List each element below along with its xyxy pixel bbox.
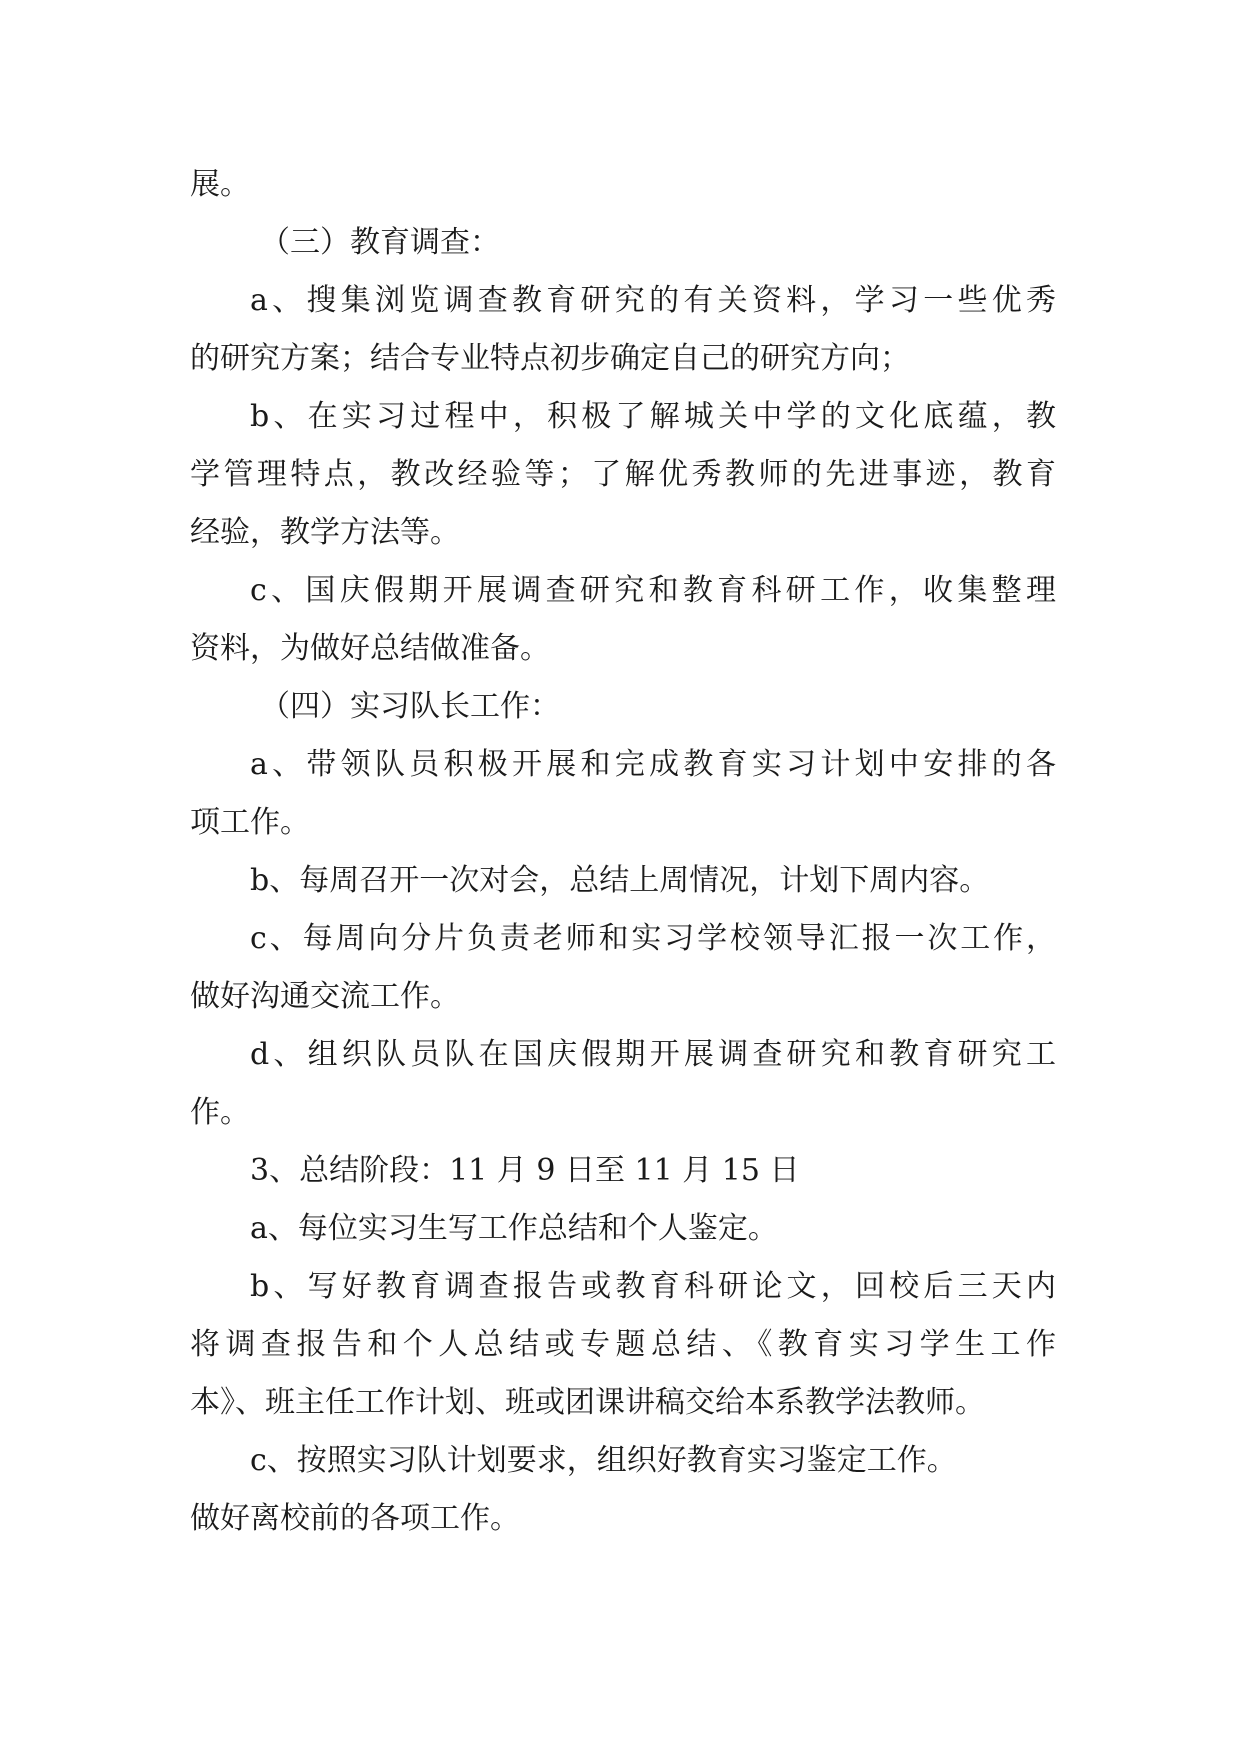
body-text bbox=[190, 156, 1056, 1548]
text-line: 做好离校前的各项工作。 bbox=[190, 1501, 520, 1536]
text-line: a、搜集浏览调查教育研究的有关资料，学习一些优秀 bbox=[250, 283, 1056, 318]
text-line: 的研究方案；结合专业特点初步确定自己的研究方向； bbox=[190, 341, 910, 376]
text-line: c、每周向分片负责老师和实习学校领导汇报一次工作， bbox=[250, 921, 1056, 956]
text-line: 本》、班主任工作计划、班或团课讲稿交给本系教学法教师。 bbox=[190, 1385, 985, 1420]
text-line: 学管理特点，教改经验等；了解优秀教师的先进事迹，教育 bbox=[190, 457, 1056, 492]
section-heading: （四）实习队长工作： bbox=[260, 689, 560, 724]
text-line: a、带领队员积极开展和完成教育实习计划中安排的各 bbox=[250, 747, 1056, 782]
text-line: c、国庆假期开展调查研究和教育科研工作，收集整理 bbox=[250, 573, 1056, 608]
text-line: 展。 bbox=[190, 167, 250, 202]
text-line: 将调查报告和个人总结或专题总结、《教育实习学生工作 bbox=[190, 1327, 1056, 1362]
section-heading: （三）教育调查： bbox=[260, 225, 500, 260]
text-line: b、在实习过程中，积极了解城关中学的文化底蕴，教 bbox=[250, 399, 1056, 434]
text-line: a、每位实习生写工作总结和个人鉴定。 bbox=[250, 1211, 778, 1246]
text-line: b、每周召开一次对会，总结上周情况，计划下周内容。 bbox=[250, 863, 990, 898]
text-line: 做好沟通交流工作。 bbox=[190, 979, 460, 1014]
text-line: 经验，教学方法等。 bbox=[190, 515, 460, 550]
text-line: b、写好教育调查报告或教育科研论文，回校后三天内 bbox=[250, 1269, 1056, 1304]
text-line: d、组织队员队在国庆假期开展调查研究和教育研究工 bbox=[250, 1037, 1056, 1072]
text-line: c、按照实习队计划要求，组织好教育实习鉴定工作。 bbox=[250, 1443, 957, 1478]
text-line: 作。 bbox=[190, 1095, 250, 1130]
stage-heading: 3、总结阶段：11 月 9 日至 11 月 15 日 bbox=[250, 1153, 800, 1188]
text-line: 资料，为做好总结做准备。 bbox=[190, 631, 550, 666]
text-line: 项工作。 bbox=[190, 805, 310, 840]
